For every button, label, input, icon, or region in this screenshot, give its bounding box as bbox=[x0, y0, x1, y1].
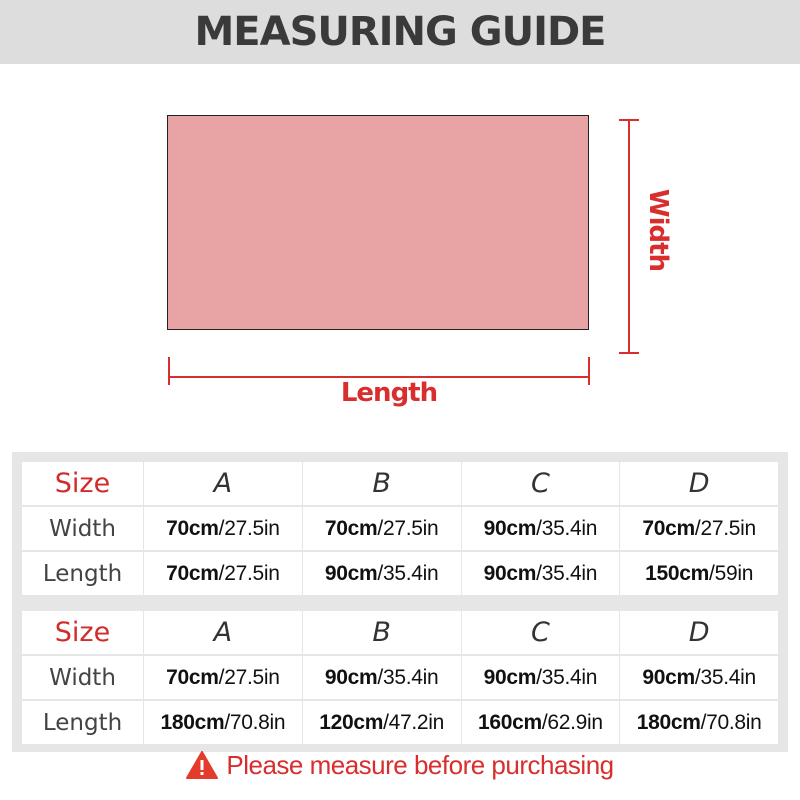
warning-triangle-icon bbox=[186, 751, 218, 779]
column-header-c: C bbox=[462, 611, 620, 654]
row-header-length: Length bbox=[22, 701, 143, 744]
table-cell: 70cm/27.5in bbox=[144, 656, 302, 699]
size-table-1 bbox=[12, 452, 788, 603]
table-cell: 70cm/27.5in bbox=[303, 507, 461, 550]
title-banner bbox=[0, 0, 800, 64]
table-row bbox=[22, 507, 778, 550]
column-header-d: D bbox=[620, 462, 778, 505]
table-cell: 150cm/59in bbox=[620, 552, 778, 595]
table-cell: 160cm/62.9in bbox=[462, 701, 620, 744]
page-title: MEASURING GUIDE bbox=[194, 9, 606, 55]
table-header-row bbox=[22, 611, 778, 654]
width-dimension-cap-bottom bbox=[619, 352, 639, 354]
warning-text: Please measure before purchasing bbox=[226, 749, 614, 780]
table-cell: 120cm/47.2in bbox=[303, 701, 461, 744]
table-header-row bbox=[22, 462, 778, 505]
table-row bbox=[22, 656, 778, 699]
warning-notice bbox=[0, 750, 800, 780]
column-header-b: B bbox=[303, 462, 461, 505]
width-dimension-line bbox=[628, 120, 630, 353]
table-row bbox=[22, 552, 778, 595]
table-cell: 70cm/27.5in bbox=[620, 507, 778, 550]
column-header-c: C bbox=[462, 462, 620, 505]
table-cell: 90cm/35.4in bbox=[462, 552, 620, 595]
table-cell: 180cm/70.8in bbox=[144, 701, 302, 744]
column-header-d: D bbox=[620, 611, 778, 654]
column-header-a: A bbox=[144, 611, 302, 654]
table-cell: 90cm/35.4in bbox=[462, 656, 620, 699]
size-header: Size bbox=[22, 611, 143, 654]
width-dimension-cap-top bbox=[619, 119, 639, 121]
row-header-width: Width bbox=[22, 507, 143, 550]
table-cell: 90cm/35.4in bbox=[303, 552, 461, 595]
column-header-a: A bbox=[144, 462, 302, 505]
table-cell: 180cm/70.8in bbox=[620, 701, 778, 744]
table-cell: 90cm/35.4in bbox=[303, 656, 461, 699]
table-cell: 90cm/35.4in bbox=[620, 656, 778, 699]
row-header-width: Width bbox=[22, 656, 143, 699]
width-label: Width bbox=[643, 188, 673, 272]
table-cell: 70cm/27.5in bbox=[144, 552, 302, 595]
size-table-2 bbox=[12, 601, 788, 752]
size-header: Size bbox=[22, 462, 143, 505]
table-cell: 90cm/35.4in bbox=[462, 507, 620, 550]
product-diagram bbox=[167, 115, 589, 330]
length-label: Length bbox=[340, 378, 438, 408]
table-cell: 70cm/27.5in bbox=[144, 507, 302, 550]
row-header-length: Length bbox=[22, 552, 143, 595]
column-header-b: B bbox=[303, 611, 461, 654]
table-row bbox=[22, 701, 778, 744]
